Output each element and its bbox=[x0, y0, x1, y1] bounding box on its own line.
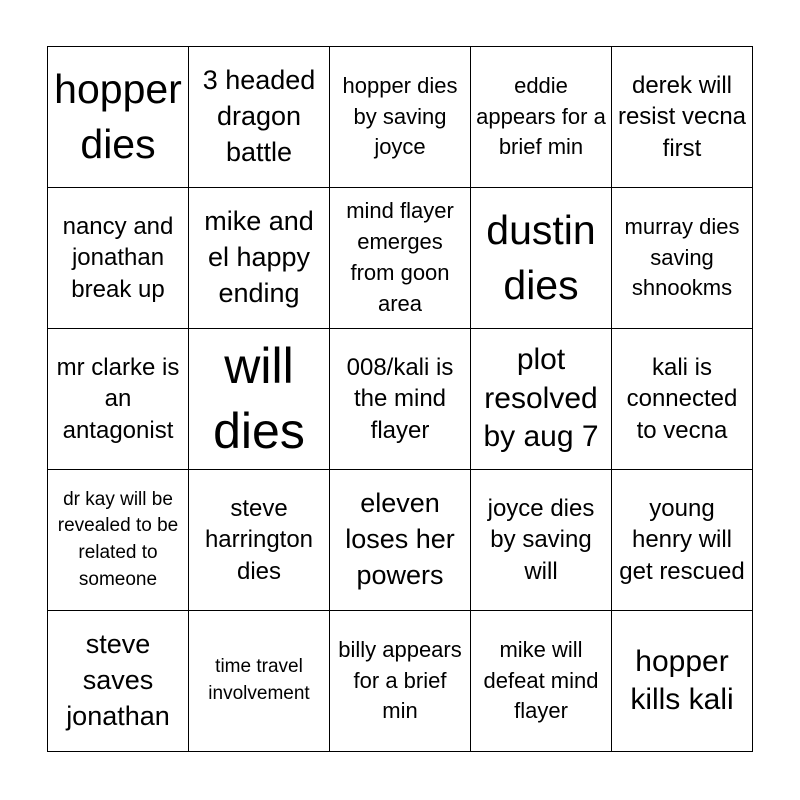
bingo-cell-text: steve harrington dies bbox=[204, 495, 314, 585]
bingo-cell[interactable] bbox=[48, 47, 189, 188]
bingo-cell[interactable] bbox=[48, 470, 189, 611]
bingo-cell[interactable] bbox=[330, 470, 471, 611]
bingo-cell-text: mind flayer emerges from goon area bbox=[346, 198, 454, 316]
bingo-cell-text: will dies bbox=[213, 338, 305, 459]
bingo-cell-text: hopper dies bbox=[54, 65, 182, 167]
bingo-cell[interactable] bbox=[612, 329, 753, 470]
bingo-cell[interactable] bbox=[189, 329, 330, 470]
bingo-cell-text: nancy and jonathan break up bbox=[62, 213, 174, 303]
bingo-cell[interactable] bbox=[48, 188, 189, 329]
bingo-cell[interactable] bbox=[189, 611, 330, 752]
bingo-cell-text: dr kay will be revealed to be related to someone bbox=[57, 488, 179, 590]
bingo-cell[interactable] bbox=[189, 188, 330, 329]
bingo-cell-text: 3 headed dragon battle bbox=[202, 65, 316, 167]
bingo-cell-text: 008/kali is the mind flayer bbox=[346, 354, 454, 444]
bingo-cell-text: steve saves jonathan bbox=[66, 629, 170, 731]
bingo-cell[interactable] bbox=[330, 611, 471, 752]
bingo-cell[interactable] bbox=[471, 470, 612, 611]
bingo-cell-text: mike will defeat mind flayer bbox=[483, 636, 599, 724]
bingo-cell[interactable] bbox=[48, 611, 189, 752]
bingo-cell[interactable] bbox=[330, 47, 471, 188]
bingo-cell-text: mike and el happy ending bbox=[204, 206, 314, 308]
bingo-cell-text: hopper dies by saving joyce bbox=[342, 72, 458, 160]
bingo-cell[interactable] bbox=[471, 611, 612, 752]
bingo-cell[interactable] bbox=[471, 47, 612, 188]
bingo-cell[interactable] bbox=[189, 470, 330, 611]
bingo-cell-text: murray dies saving shnookms bbox=[624, 213, 740, 301]
bingo-cell[interactable] bbox=[330, 329, 471, 470]
bingo-cell[interactable] bbox=[330, 188, 471, 329]
bingo-cell-text: billy appears for a brief min bbox=[338, 636, 462, 724]
bingo-cell[interactable] bbox=[48, 329, 189, 470]
bingo-cell[interactable] bbox=[471, 329, 612, 470]
bingo-cell[interactable] bbox=[612, 470, 753, 611]
bingo-cell-text: joyce dies by saving will bbox=[487, 495, 595, 585]
bingo-cell-text: hopper kills kali bbox=[630, 644, 734, 716]
bingo-cell[interactable] bbox=[471, 188, 612, 329]
bingo-cell-text: eleven loses her powers bbox=[345, 488, 455, 590]
bingo-cell[interactable] bbox=[612, 611, 753, 752]
bingo-cell-text: kali is connected to vecna bbox=[626, 354, 738, 444]
bingo-cell[interactable] bbox=[189, 47, 330, 188]
bingo-board bbox=[47, 46, 753, 752]
bingo-cell-text: mr clarke is an antagonist bbox=[56, 354, 180, 444]
bingo-cell-text: dustin dies bbox=[486, 206, 596, 308]
bingo-cell-text: eddie appears for a brief min bbox=[476, 72, 606, 160]
bingo-cell-text: time travel involvement bbox=[208, 656, 310, 704]
bingo-cell-text: plot resolved by aug 7 bbox=[483, 343, 599, 454]
bingo-cell[interactable] bbox=[612, 47, 753, 188]
bingo-cell[interactable] bbox=[612, 188, 753, 329]
bingo-cell-text: young henry will get rescued bbox=[619, 495, 745, 585]
bingo-cell-text: derek will resist vecna first bbox=[617, 72, 747, 162]
